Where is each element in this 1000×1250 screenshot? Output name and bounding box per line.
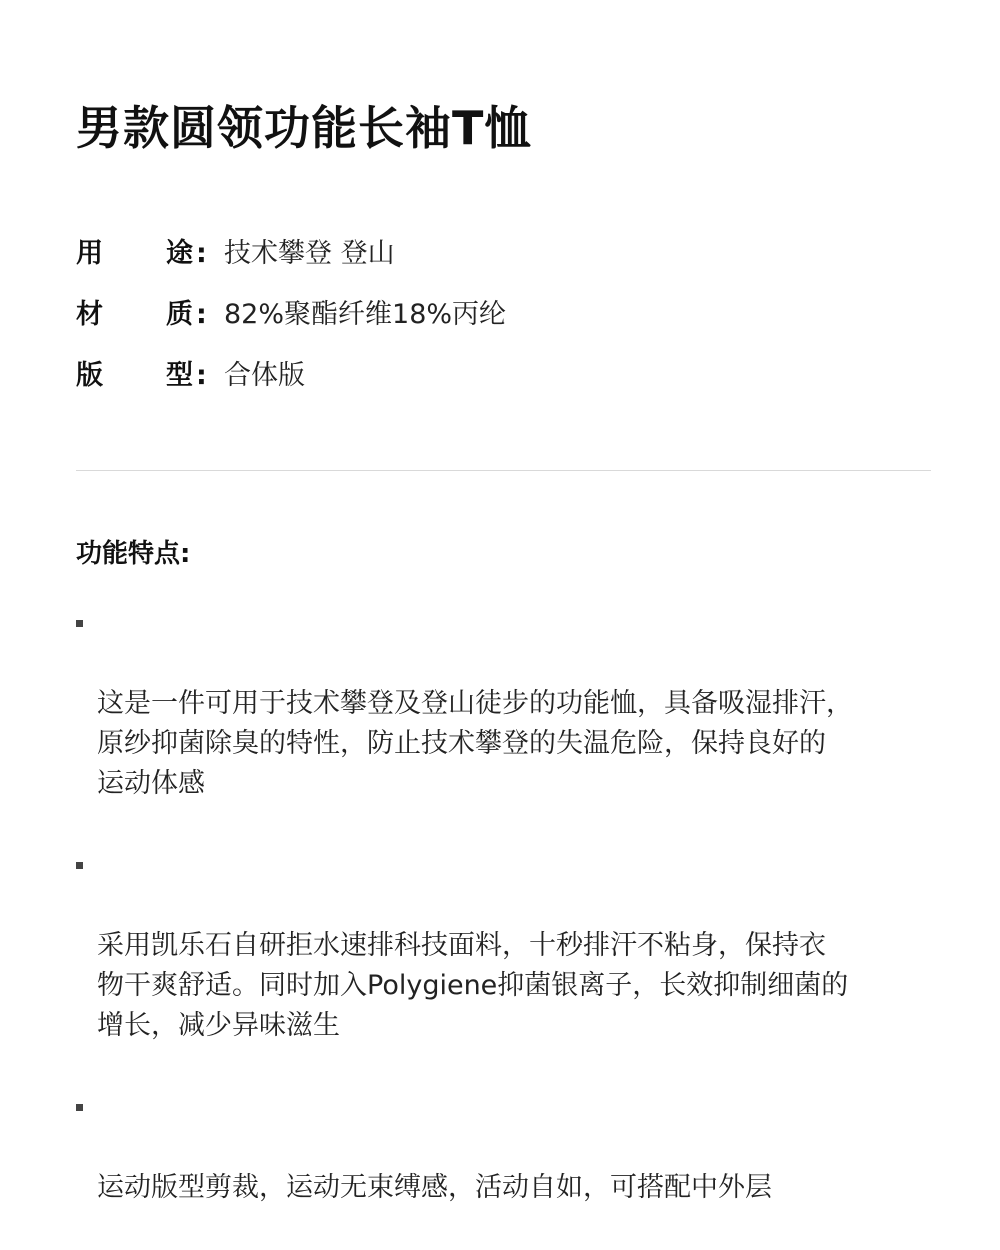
feature-text: 运动版型剪裁，运动无束缚感，活动自如，可搭配中外层 — [97, 1172, 772, 1203]
feature-text: 这是一件可用于技术攀登及登山徒步的功能恤，具备吸湿排汗， 原纱抑菌除臭的特性，防止技术攀登的失温危险，保持良好的 运动体感 — [97, 688, 853, 799]
spec-label-char: 质 — [166, 299, 193, 330]
spec-label-char: 途 — [166, 238, 193, 269]
feature-item — [76, 846, 956, 1046]
feature-text: 采用凯乐石自研拒水速排科技面料，十秒排汗不粘身，保持衣 物干爽舒适。同时加入Polygiene抑菌银离子，长效抑制细菌的 增长，减少异味滋生 — [97, 930, 849, 1041]
spec-label-char: 用 — [76, 238, 103, 269]
spec-colon: : — [196, 360, 207, 391]
features-heading: 功能特点: — [76, 539, 191, 569]
square-bullet-icon — [76, 1104, 83, 1111]
spec-row-material — [76, 295, 936, 356]
section-divider — [76, 470, 931, 471]
spec-colon: : — [196, 299, 207, 330]
square-bullet-icon — [76, 620, 83, 627]
spec-list — [76, 234, 936, 417]
product-title: 男款圆领功能长袖T恤 — [76, 101, 532, 155]
spec-value: 合体版 — [224, 360, 305, 391]
feature-item — [76, 604, 956, 804]
spec-value: 技术攀登 登山 — [224, 238, 395, 269]
spec-value: 82%聚酯纤维18%丙纶 — [224, 299, 507, 330]
feature-list — [76, 604, 956, 1250]
spec-label-char: 型 — [166, 360, 193, 391]
spec-row-usage — [76, 234, 936, 295]
spec-label-char: 版 — [76, 360, 103, 391]
spec-colon: : — [196, 238, 207, 269]
square-bullet-icon — [76, 862, 83, 869]
feature-item — [76, 1088, 956, 1208]
spec-row-fit — [76, 356, 936, 417]
spec-label-char: 材 — [76, 299, 103, 330]
